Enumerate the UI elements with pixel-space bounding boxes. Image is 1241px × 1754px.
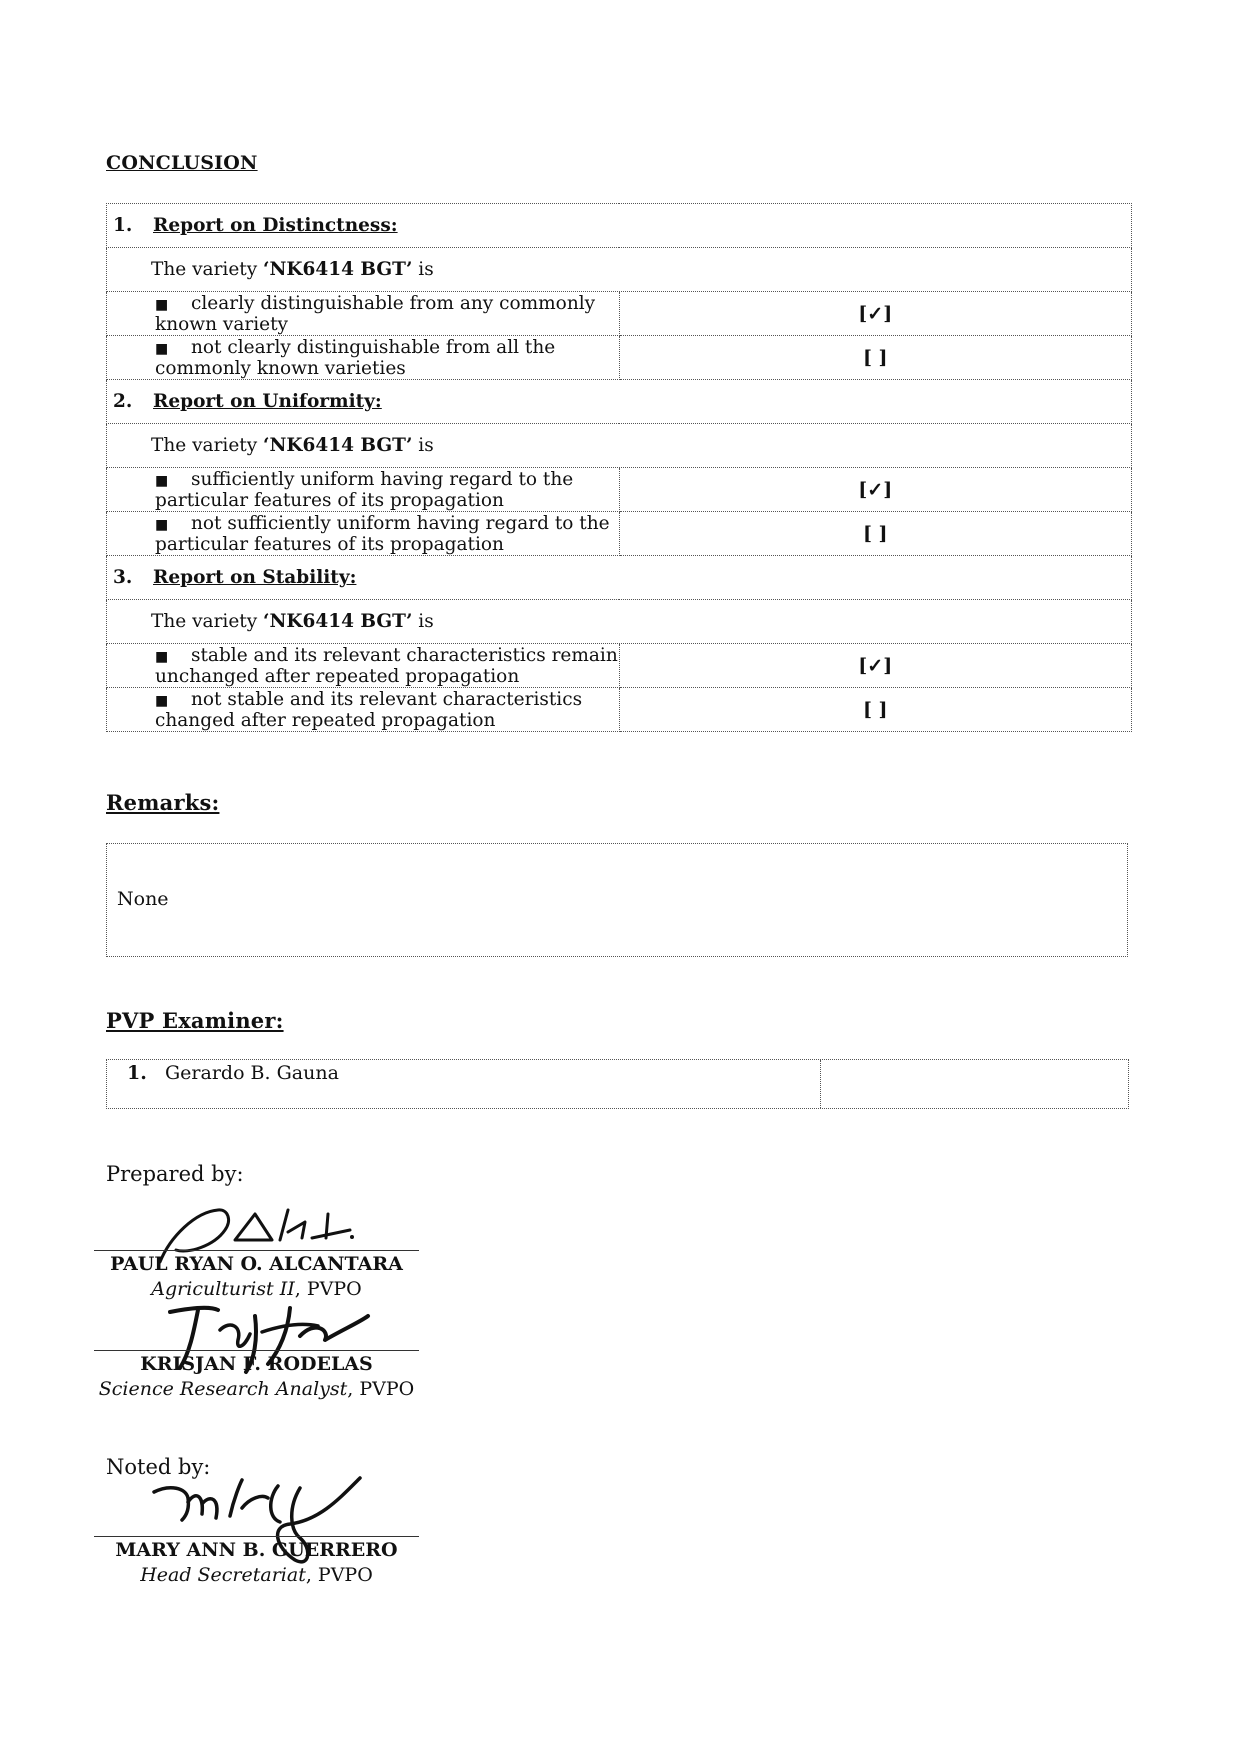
section-row [107, 204, 1132, 248]
option-text: not stable and its relevant characteristics changed after repeated propagation [155, 688, 583, 731]
examiner-column-divider [820, 1060, 821, 1108]
option-text: clearly distinguishable from any commonly known variety [155, 292, 596, 335]
examiner-box [106, 1059, 1129, 1109]
signer-title: Science Research Analyst [98, 1378, 348, 1400]
option-row [107, 468, 1132, 512]
option-row [107, 644, 1132, 688]
section-number: 2. [113, 391, 133, 412]
signer-org: , PVPO [305, 1564, 373, 1586]
section-row [107, 556, 1132, 600]
variety-prefix: The variety [151, 611, 264, 632]
checkbox-mark: [ ] [619, 336, 1132, 380]
option-row [107, 292, 1132, 336]
signer-name: MARY ANN B. GUERRERO [115, 1539, 398, 1561]
section-title-distinctness: Report on Distinctness: [153, 215, 398, 236]
signer-title-line [94, 1378, 419, 1400]
bullet-icon: ■ [155, 648, 169, 665]
examiner-number: 1. [127, 1062, 147, 1084]
signer-title: Head Secretariat [140, 1564, 306, 1586]
variety-prefix: The variety [151, 259, 264, 280]
variety-row [107, 600, 1132, 644]
signer-org: , PVPO [294, 1278, 362, 1300]
bullet-icon: ■ [155, 516, 169, 533]
signature-line [94, 1350, 419, 1351]
variety-suffix: is [412, 259, 434, 280]
option-text: sufficiently uniform having regard to the particular features of its propagation [155, 468, 574, 511]
checkbox-mark: [✓] [619, 644, 1132, 688]
signer-title: Agriculturist II [151, 1278, 295, 1300]
variety-row [107, 424, 1132, 468]
prepared-by-label: Prepared by: [106, 1162, 244, 1186]
noted-by-label: Noted by: [106, 1455, 211, 1479]
section-title-uniformity: Report on Uniformity: [153, 391, 382, 412]
section-number: 1. [113, 215, 133, 236]
examiner-heading: PVP Examiner: [106, 1008, 284, 1033]
bullet-icon: ■ [155, 692, 169, 709]
bullet-icon: ■ [155, 472, 169, 489]
variety-row [107, 248, 1132, 292]
variety-name: ‘NK6414 BGT’ [263, 611, 413, 632]
examiner-name: Gerardo B. Gauna [165, 1062, 339, 1084]
conclusion-heading: CONCLUSION [106, 152, 258, 174]
variety-suffix: is [412, 611, 434, 632]
checkbox-mark: [✓] [619, 292, 1132, 336]
checkbox-mark: [ ] [619, 512, 1132, 556]
option-row [107, 688, 1132, 732]
variety-name: ‘NK6414 BGT’ [263, 259, 413, 280]
signature-line [94, 1250, 419, 1251]
bullet-icon: ■ [155, 296, 169, 313]
signature-guerrero [150, 1468, 370, 1578]
checkbox-mark: [✓] [619, 468, 1132, 512]
remarks-heading: Remarks: [106, 790, 220, 815]
option-text: not clearly distinguishable from all the commonly known varieties [155, 336, 556, 379]
signer-name: PAUL RYAN O. ALCANTARA [110, 1253, 403, 1275]
option-row [107, 512, 1132, 556]
signer-name: KRISJAN F. RODELAS [140, 1353, 373, 1375]
variety-name: ‘NK6414 BGT’ [263, 435, 413, 456]
checkbox-mark: [ ] [619, 688, 1132, 732]
signature-line [94, 1536, 419, 1537]
section-row [107, 380, 1132, 424]
signer-org: , PVPO [347, 1378, 415, 1400]
variety-suffix: is [412, 435, 434, 456]
option-text: stable and its relevant characteristics remain unchanged after repeated propagation [155, 644, 618, 687]
remarks-text: None [117, 888, 169, 910]
bullet-icon: ■ [155, 340, 169, 357]
section-title-stability: Report on Stability: [153, 567, 357, 588]
remarks-box [106, 843, 1128, 957]
variety-prefix: The variety [151, 435, 264, 456]
signer-title-line [94, 1564, 419, 1586]
conclusion-table [106, 203, 1132, 732]
section-number: 3. [113, 567, 133, 588]
option-row [107, 336, 1132, 380]
option-text: not sufficiently uniform having regard to the particular features of its propagation [155, 512, 610, 555]
